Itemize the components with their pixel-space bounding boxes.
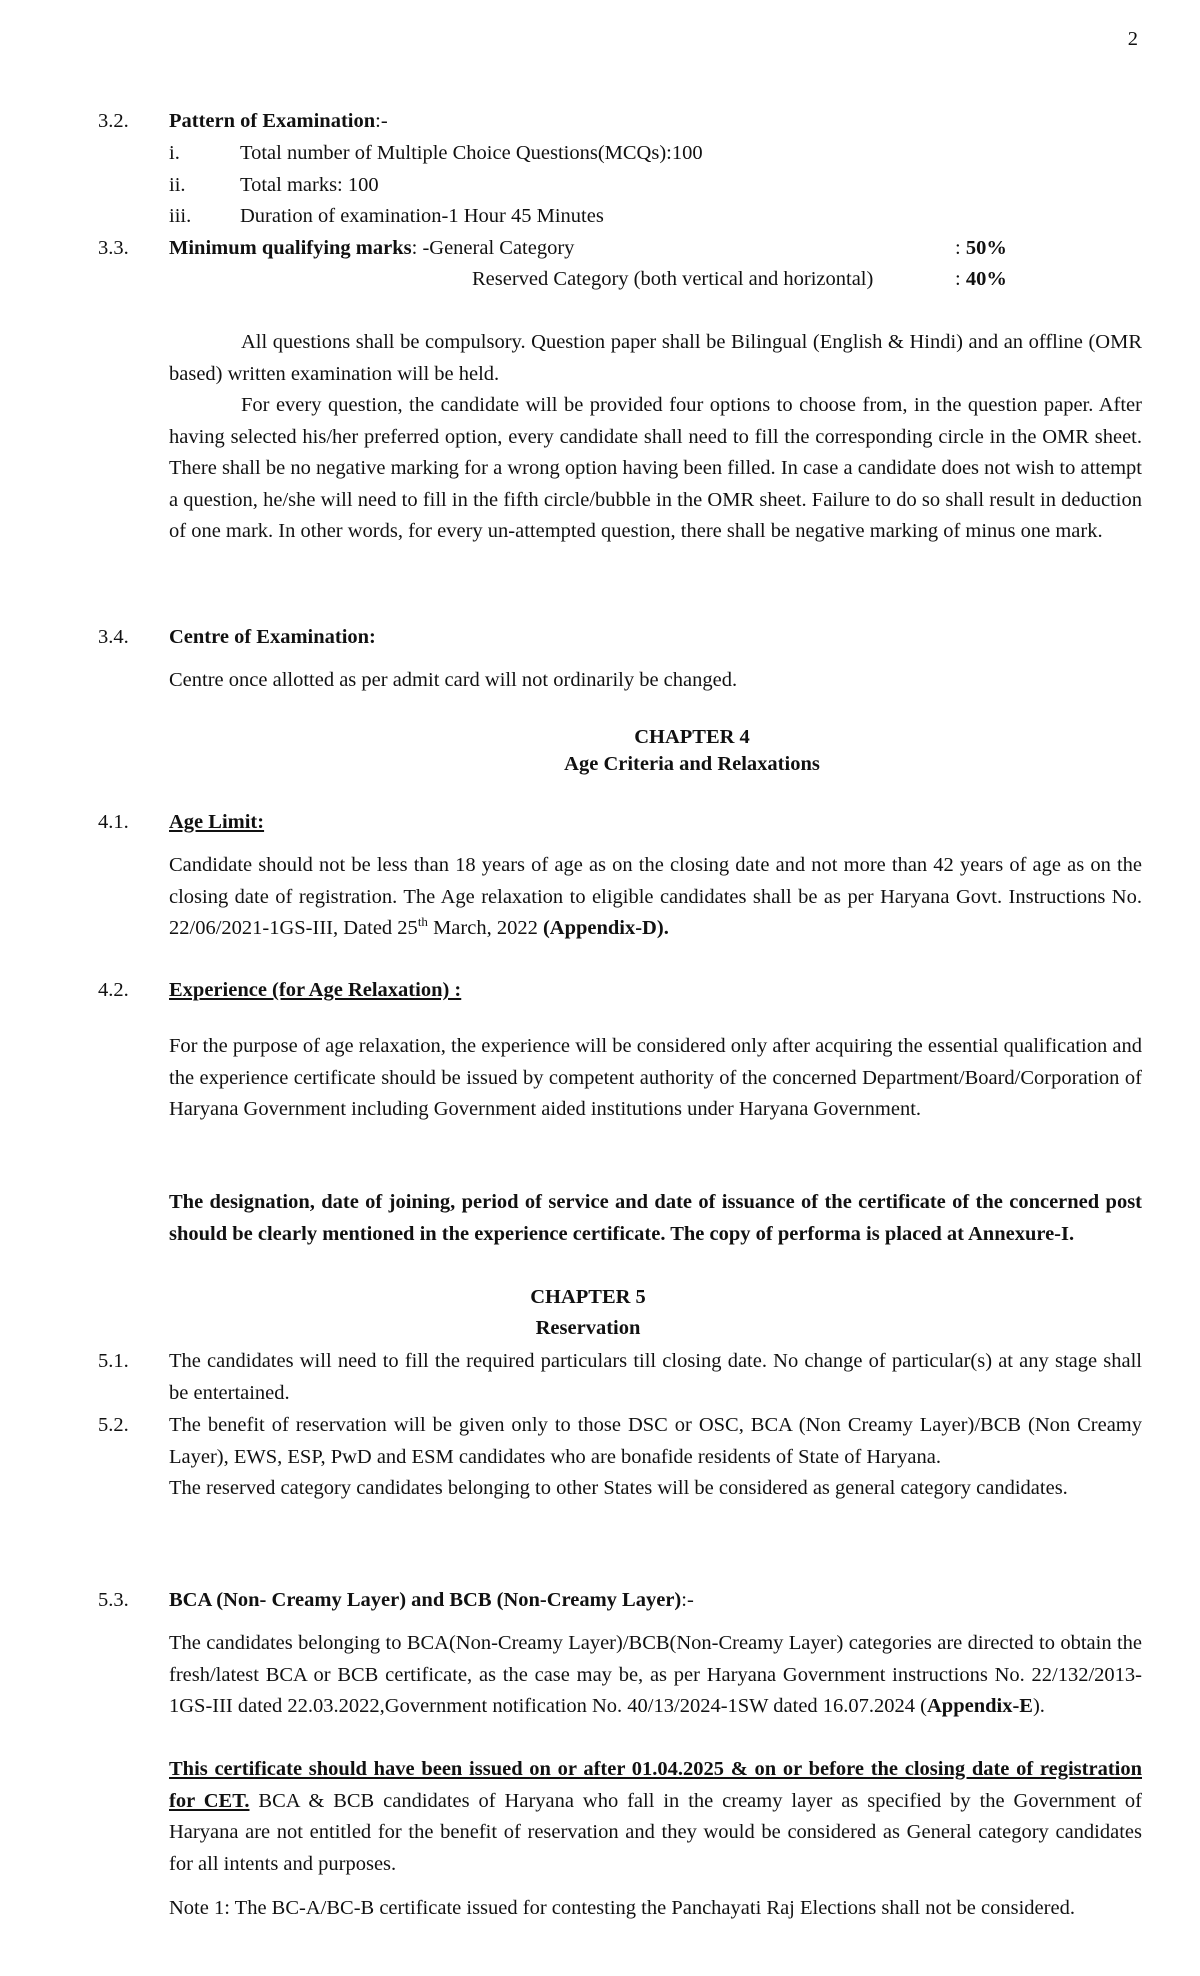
section-title-suffix: :- [375, 110, 388, 132]
section-title: Age Limit: [169, 811, 265, 833]
exam-paragraphs [169, 327, 1142, 548]
paragraph-bold: The designation, date of joining, period of service and date of issuance of the certificate of the concerned post should be clearly mentioned in the experience certificate. The copy of performa is placed at Annexure-I. [169, 1191, 1142, 1245]
reserved-category-label: Reserved Category (both vertical and horizontal) [472, 268, 874, 290]
chapter-subtitle: Reservation [535, 1317, 641, 1339]
section-heading: BCA (Non- Creamy Layer) and BCB (Non-Creamy Layer):- [169, 1589, 694, 1611]
chapter-title: CHAPTER 5 [530, 1286, 646, 1308]
list-marker: ii. [169, 174, 186, 196]
chapter-subtitle: Age Criteria and Relaxations [564, 753, 820, 775]
paragraph: The reserved category candidates belonging to other States will be considered as general category candidates. [169, 1477, 1068, 1499]
section-number: 5.3. [98, 1589, 129, 1611]
list-item: Total number of Multiple Choice Questions(MCQs):100 [240, 142, 703, 164]
section-title: Centre of Examination: [169, 626, 376, 648]
note-paragraph: Note 1: The BC-A/BC-B certificate issued for contesting the Panchayati Raj Elections shall not be considered. [169, 1897, 1075, 1919]
general-category-value: : 50% [955, 237, 1007, 259]
paragraph: Centre once allotted as per admit card will not ordinarily be changed. [169, 669, 738, 691]
section-number: 5.2. [98, 1414, 129, 1436]
section-number: 5.1. [98, 1350, 129, 1372]
page-number: 2 [1127, 28, 1138, 50]
paragraph: The candidates belonging to BCA(Non-Creamy Layer)/BCB(Non-Creamy Layer) categories are directed to obtain the fresh/latest BCA or BCB certificate, as the case may be, as per Haryana Government instructions No. 22/132/2013-1GS-III dated 22.03.2022,Government notification No. 40/13/2024-1SW dated 16.07.2024 (Appendix-E). [169, 1632, 1142, 1717]
section-title: Experience (for Age Relaxation) : [169, 979, 462, 1001]
list-item: Total marks: 100 [240, 174, 379, 196]
section-title: Minimum qualifying marks [169, 237, 412, 259]
paragraph: For the purpose of age relaxation, the experience will be considered only after acquiring the essential qualification and the experience certificate should be issued by competent authority of the concerned Department/Board/Corporation of Haryana Government including Government aided institutions under Haryana Government. [169, 1035, 1142, 1120]
general-category-label: : -General Category [411, 237, 575, 259]
section-number: 4.2. [98, 979, 129, 1001]
paragraph-group [169, 1410, 1142, 1505]
paragraph: For every question, the candidate will be provided four options to choose from, in the question paper. After having selected his/her preferred option, every candidate shall need to fill the corresponding circle in the OMR sheet. There shall be no negative marking for a wrong option having been filled. In case a candidate does not wish to attempt a question, he/she will need to fill in the fifth circle/bubble in the OMR sheet. Failure to do so shall result in deduction of one mark. In other words, for every un-attempted question, there shall be negative marking of minus one mark. [169, 394, 1142, 542]
section-number: 4.1. [98, 811, 129, 833]
list-item: Duration of examination-1 Hour 45 Minutes [240, 205, 604, 227]
section-title: BCA (Non- Creamy Layer) and BCB (Non-Creamy Layer) [169, 1589, 682, 1611]
paragraph: Candidate should not be less than 18 years of age as on the closing date and not more than 42 years of age as on the closing date of registration. The Age relaxation to eligible candidates shall be as per Haryana Govt. Instructions No. 22/06/2021-1GS-III, Dated 25th March, 2022 (Appendix-D). [169, 854, 1142, 939]
chapter-title: CHAPTER 4 [634, 726, 750, 748]
section-number: 3.2. [98, 110, 129, 132]
section-title: Pattern of Examination [169, 110, 376, 132]
section-number: 3.3. [98, 237, 129, 259]
section-number: 3.4. [98, 626, 129, 648]
paragraph: This certificate should have been issued on or after 01.04.2025 & on or before the closing date of registration for CET. BCA & BCB candidates of Haryana who fall in the creamy layer as specified by the Government of Haryana are not entitled for the benefit of reservation and they would be considered as General category candidates for all intents and purposes. [169, 1758, 1142, 1875]
paragraph: The candidates will need to fill the required particulars till closing date. No change of particular(s) at any stage shall be entertained. [169, 1350, 1142, 1404]
list-marker: i. [169, 142, 180, 164]
paragraph: All questions shall be compulsory. Question paper shall be Bilingual (English & Hindi) and an offline (OMR based) written examination will be held. [169, 331, 1142, 385]
section-heading [169, 106, 1142, 138]
qualifying-marks-heading [169, 233, 574, 265]
list-marker: iii. [169, 205, 192, 227]
paragraph: The benefit of reservation will be given only to those DSC or OSC, BCA (Non Creamy Layer)/BCB (Non Creamy Layer), EWS, ESP, PwD and ESM candidates who are bonafide residents of State of Haryana. [169, 1414, 1142, 1468]
reserved-category-value: : 40% [955, 268, 1007, 290]
